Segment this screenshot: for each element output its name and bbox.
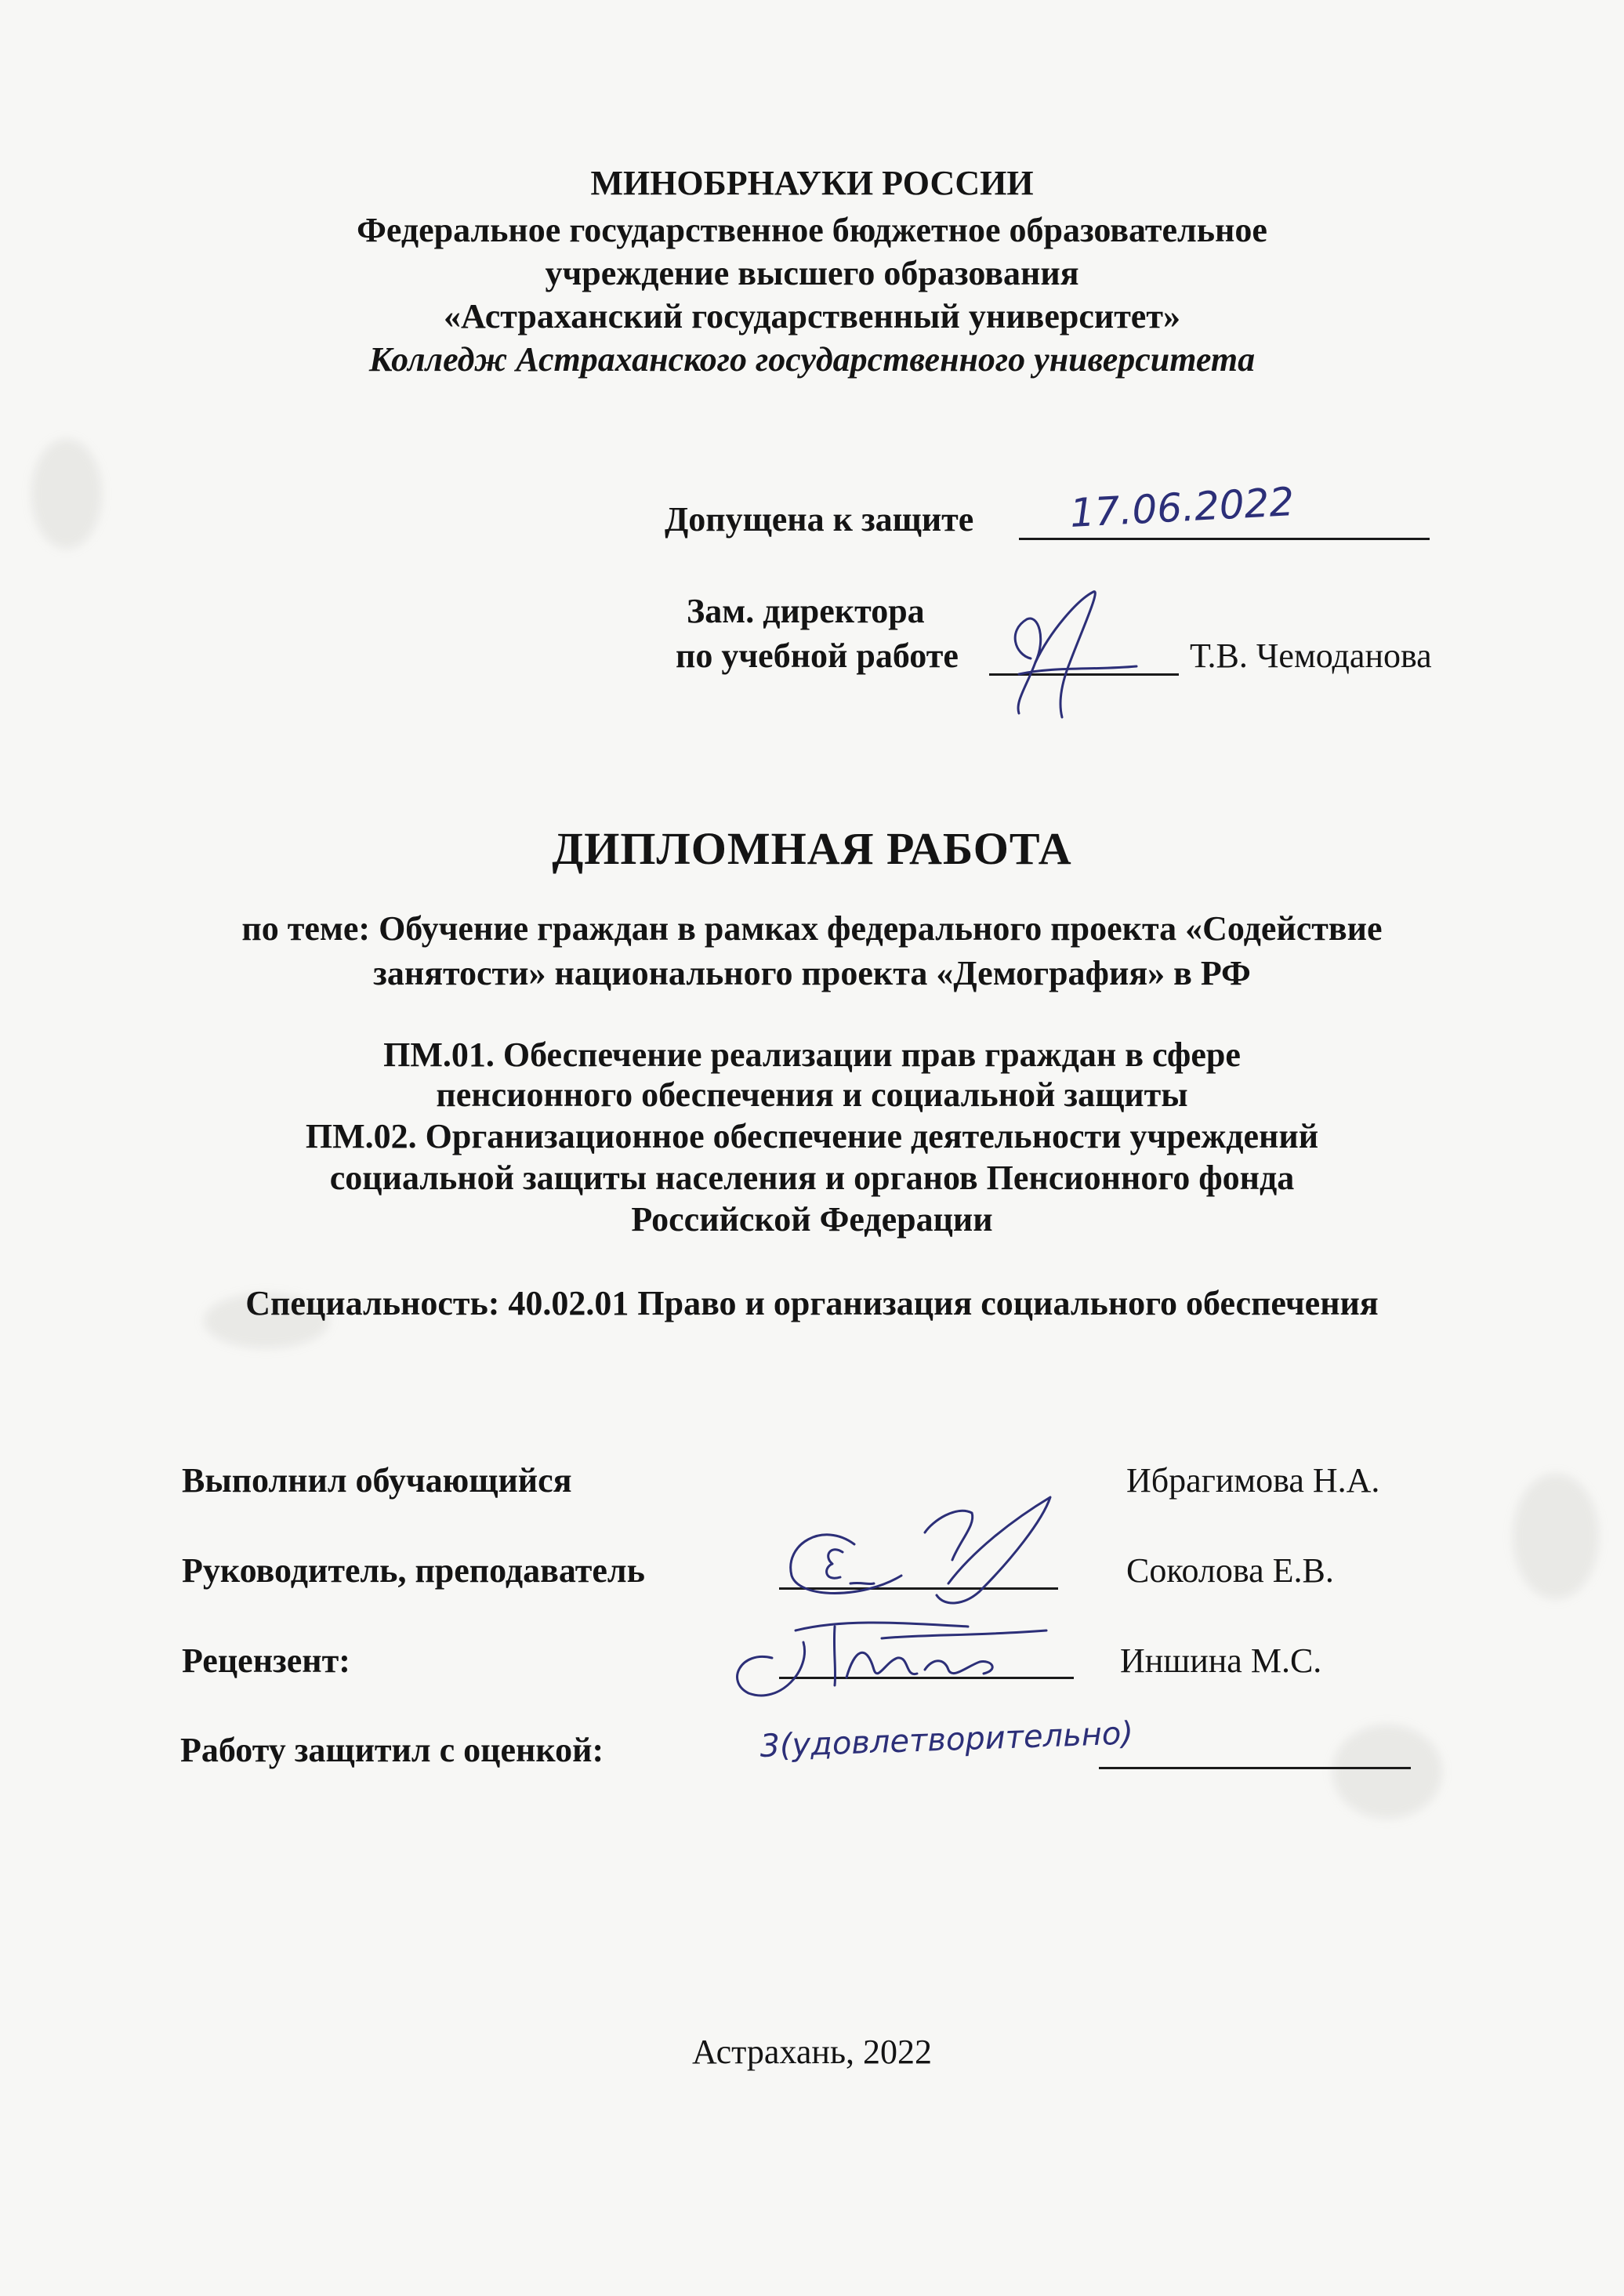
paper-texture <box>1332 1725 1442 1819</box>
reviewer-label: Рецензент: <box>182 1641 350 1680</box>
student-name: Ибрагимова Н.А. <box>1126 1461 1380 1500</box>
module-line: ПМ.01. Обеспечение реализации прав граждан в сфере <box>383 1036 1241 1074</box>
grade-label: Работу защитил с оценкой: <box>180 1731 604 1769</box>
deputy-title-line-1: Зам. директора <box>687 592 925 630</box>
supervisor-signature <box>776 1489 1066 1607</box>
deputy-signature <box>984 584 1140 729</box>
handwritten-date <box>1066 478 1317 541</box>
deputy-title-line-2: по учебной работе <box>676 637 959 675</box>
ministry-name: МИНОБРНАУКИ РОССИИ <box>590 164 1034 202</box>
supervisor-name: Соколова Е.В. <box>1126 1551 1334 1590</box>
paper-texture <box>1513 1474 1599 1599</box>
student-label: Выполнил обучающийся <box>182 1461 572 1500</box>
institution-line-2: учреждение высшего образования <box>545 254 1079 292</box>
module-line: Российской Федерации <box>631 1200 993 1239</box>
paper-texture <box>31 439 102 549</box>
specialty: Специальность: 40.02.01 Право и организация социального обеспечения <box>245 1284 1379 1322</box>
college-name: Колледж Астраханского государственного университета <box>368 340 1256 379</box>
module-line: ПМ.02. Организационное обеспечение деятельности учреждений <box>305 1117 1319 1155</box>
topic-line-2: занятости» национального проекта «Демография» в РФ <box>373 954 1251 992</box>
university-name: «Астраханский государственный университет» <box>444 297 1180 336</box>
module-line: социальной защиты населения и органов Пенсионного фонда <box>329 1159 1295 1197</box>
deputy-name: Т.В. Чемоданова <box>1190 637 1432 675</box>
topic-line-1: по теме: Обучение граждан в рамках федерального проекта «Содействие <box>241 909 1383 948</box>
reviewer-signature <box>717 1595 1078 1705</box>
supervisor-label: Руководитель, преподаватель <box>182 1551 645 1590</box>
reviewer-name: Иншина М.С. <box>1120 1641 1322 1680</box>
svg-text:17.06.2022: 17.06.2022 <box>1068 479 1296 536</box>
grade-line <box>1099 1767 1411 1769</box>
handwritten-grade <box>759 1713 1134 1783</box>
institution-line-1: Федеральное государственное бюджетное образовательное <box>357 211 1267 249</box>
city-year: Астрахань, 2022 <box>691 2033 933 2071</box>
document-title: ДИПЛОМНАЯ РАБОТА <box>552 823 1072 874</box>
module-line: пенсионного обеспечения и социальной защиты <box>436 1075 1188 1114</box>
admission-label: Допущена к защите <box>665 500 974 539</box>
svg-text:3(удовлетворительно): 3(удовлетворительно) <box>759 1715 1134 1765</box>
